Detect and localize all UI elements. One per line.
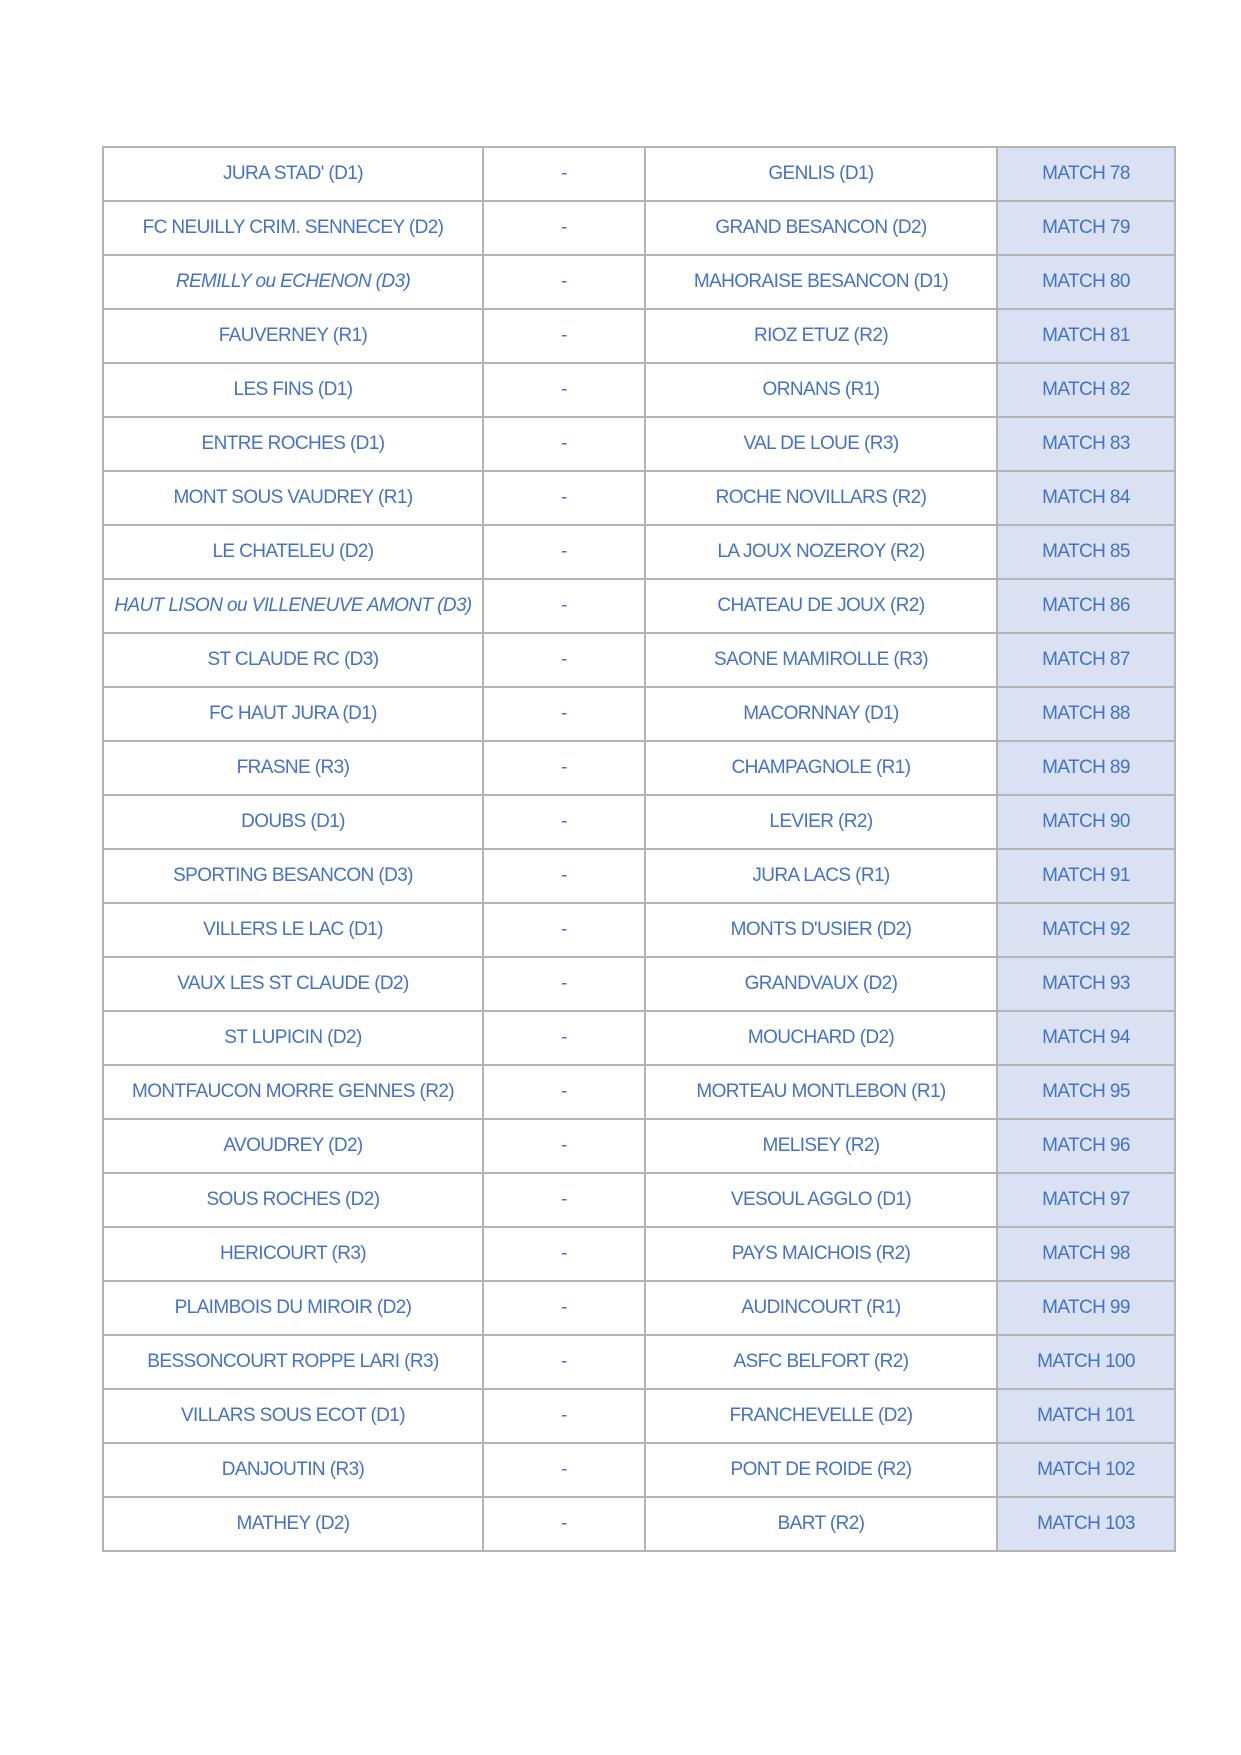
separator-cell: -: [483, 309, 645, 363]
table-row: [103, 417, 1175, 471]
table-row: [103, 1227, 1175, 1281]
table-row: [103, 741, 1175, 795]
away-team-cell: MOUCHARD (D2): [645, 1011, 997, 1065]
separator-cell: -: [483, 1173, 645, 1227]
home-team-cell: FC HAUT JURA (D1): [103, 687, 483, 741]
table-row: [103, 1173, 1175, 1227]
separator-cell: -: [483, 903, 645, 957]
match-number-cell: MATCH 88: [997, 687, 1175, 741]
match-number-cell: MATCH 103: [997, 1497, 1175, 1551]
home-team-cell: VILLARS SOUS ECOT (D1): [103, 1389, 483, 1443]
home-team-cell: FAUVERNEY (R1): [103, 309, 483, 363]
away-team-cell: FRANCHEVELLE (D2): [645, 1389, 997, 1443]
home-team-cell: ENTRE ROCHES (D1): [103, 417, 483, 471]
match-number-cell: MATCH 81: [997, 309, 1175, 363]
home-team-cell: AVOUDREY (D2): [103, 1119, 483, 1173]
match-number-cell: MATCH 85: [997, 525, 1175, 579]
home-team-cell: LES FINS (D1): [103, 363, 483, 417]
separator-cell: -: [483, 795, 645, 849]
home-team-cell: VILLERS LE LAC (D1): [103, 903, 483, 957]
away-team-cell: ROCHE NOVILLARS (R2): [645, 471, 997, 525]
table-row: [103, 579, 1175, 633]
away-team-cell: VAL DE LOUE (R3): [645, 417, 997, 471]
table-row: [103, 849, 1175, 903]
match-number-cell: MATCH 87: [997, 633, 1175, 687]
away-team-cell: PAYS MAICHOIS (R2): [645, 1227, 997, 1281]
away-team-cell: PONT DE ROIDE (R2): [645, 1443, 997, 1497]
match-number-cell: MATCH 94: [997, 1011, 1175, 1065]
separator-cell: -: [483, 1281, 645, 1335]
away-team-cell: JURA LACS (R1): [645, 849, 997, 903]
match-number-cell: MATCH 96: [997, 1119, 1175, 1173]
away-team-cell: GRANDVAUX (D2): [645, 957, 997, 1011]
match-number-cell: MATCH 89: [997, 741, 1175, 795]
home-team-cell: DANJOUTIN (R3): [103, 1443, 483, 1497]
home-team-cell: BESSONCOURT ROPPE LARI (R3): [103, 1335, 483, 1389]
away-team-cell: LA JOUX NOZEROY (R2): [645, 525, 997, 579]
separator-cell: -: [483, 417, 645, 471]
table-row: [103, 633, 1175, 687]
home-team-cell: VAUX LES ST CLAUDE (D2): [103, 957, 483, 1011]
away-team-cell: MAHORAISE BESANCON (D1): [645, 255, 997, 309]
table-row: [103, 1011, 1175, 1065]
home-team-cell: PLAIMBOIS DU MIROIR (D2): [103, 1281, 483, 1335]
away-team-cell: MONTS D'USIER (D2): [645, 903, 997, 957]
away-team-cell: LEVIER (R2): [645, 795, 997, 849]
table-row: [103, 147, 1175, 201]
away-team-cell: SAONE MAMIROLLE (R3): [645, 633, 997, 687]
separator-cell: -: [483, 147, 645, 201]
away-team-cell: GENLIS (D1): [645, 147, 997, 201]
match-number-cell: MATCH 95: [997, 1065, 1175, 1119]
match-number-cell: MATCH 101: [997, 1389, 1175, 1443]
table-row: [103, 687, 1175, 741]
table-row: [103, 1335, 1175, 1389]
home-team-cell: HAUT LISON ou VILLENEUVE AMONT (D3): [103, 579, 483, 633]
table-row: [103, 309, 1175, 363]
table-row: [103, 795, 1175, 849]
separator-cell: -: [483, 201, 645, 255]
table-row: [103, 957, 1175, 1011]
away-team-cell: ASFC BELFORT (R2): [645, 1335, 997, 1389]
table-row: [103, 201, 1175, 255]
away-team-cell: MACORNNAY (D1): [645, 687, 997, 741]
separator-cell: -: [483, 1227, 645, 1281]
table-row: [103, 1065, 1175, 1119]
away-team-cell: BART (R2): [645, 1497, 997, 1551]
table-row: [103, 1389, 1175, 1443]
match-number-cell: MATCH 92: [997, 903, 1175, 957]
match-number-cell: MATCH 83: [997, 417, 1175, 471]
home-team-cell: SPORTING BESANCON (D3): [103, 849, 483, 903]
home-team-cell: SOUS ROCHES (D2): [103, 1173, 483, 1227]
home-team-cell: JURA STAD' (D1): [103, 147, 483, 201]
match-number-cell: MATCH 82: [997, 363, 1175, 417]
separator-cell: -: [483, 471, 645, 525]
match-number-cell: MATCH 102: [997, 1443, 1175, 1497]
away-team-cell: AUDINCOURT (R1): [645, 1281, 997, 1335]
match-number-cell: MATCH 97: [997, 1173, 1175, 1227]
separator-cell: -: [483, 633, 645, 687]
away-team-cell: VESOUL AGGLO (D1): [645, 1173, 997, 1227]
home-team-cell: ST CLAUDE RC (D3): [103, 633, 483, 687]
separator-cell: -: [483, 1119, 645, 1173]
match-number-cell: MATCH 86: [997, 579, 1175, 633]
match-number-cell: MATCH 79: [997, 201, 1175, 255]
fixtures-body: [103, 147, 1175, 1551]
separator-cell: -: [483, 687, 645, 741]
match-number-cell: MATCH 90: [997, 795, 1175, 849]
match-number-cell: MATCH 80: [997, 255, 1175, 309]
away-team-cell: ORNANS (R1): [645, 363, 997, 417]
table-row: [103, 1497, 1175, 1551]
home-team-cell: FC NEUILLY CRIM. SENNECEY (D2): [103, 201, 483, 255]
separator-cell: -: [483, 957, 645, 1011]
home-team-cell: REMILLY ou ECHENON (D3): [103, 255, 483, 309]
away-team-cell: RIOZ ETUZ (R2): [645, 309, 997, 363]
separator-cell: -: [483, 1335, 645, 1389]
table-row: [103, 1119, 1175, 1173]
match-number-cell: MATCH 84: [997, 471, 1175, 525]
match-number-cell: MATCH 98: [997, 1227, 1175, 1281]
table-row: [103, 255, 1175, 309]
separator-cell: -: [483, 1011, 645, 1065]
away-team-cell: GRAND BESANCON (D2): [645, 201, 997, 255]
separator-cell: -: [483, 849, 645, 903]
away-team-cell: CHAMPAGNOLE (R1): [645, 741, 997, 795]
separator-cell: -: [483, 1443, 645, 1497]
separator-cell: -: [483, 363, 645, 417]
home-team-cell: FRASNE (R3): [103, 741, 483, 795]
match-number-cell: MATCH 91: [997, 849, 1175, 903]
separator-cell: -: [483, 1497, 645, 1551]
away-team-cell: MELISEY (R2): [645, 1119, 997, 1173]
away-team-cell: CHATEAU DE JOUX (R2): [645, 579, 997, 633]
table-row: [103, 1281, 1175, 1335]
away-team-cell: MORTEAU MONTLEBON (R1): [645, 1065, 997, 1119]
separator-cell: -: [483, 741, 645, 795]
home-team-cell: HERICOURT (R3): [103, 1227, 483, 1281]
table-row: [103, 903, 1175, 957]
home-team-cell: MONTFAUCON MORRE GENNES (R2): [103, 1065, 483, 1119]
home-team-cell: DOUBS (D1): [103, 795, 483, 849]
match-number-cell: MATCH 78: [997, 147, 1175, 201]
separator-cell: -: [483, 525, 645, 579]
table-row: [103, 363, 1175, 417]
home-team-cell: MATHEY (D2): [103, 1497, 483, 1551]
fixtures-table: [102, 146, 1176, 1552]
match-number-cell: MATCH 100: [997, 1335, 1175, 1389]
table-row: [103, 1443, 1175, 1497]
separator-cell: -: [483, 1389, 645, 1443]
separator-cell: -: [483, 579, 645, 633]
table-row: [103, 525, 1175, 579]
home-team-cell: ST LUPICIN (D2): [103, 1011, 483, 1065]
separator-cell: -: [483, 1065, 645, 1119]
match-number-cell: MATCH 93: [997, 957, 1175, 1011]
table-row: [103, 471, 1175, 525]
match-number-cell: MATCH 99: [997, 1281, 1175, 1335]
home-team-cell: MONT SOUS VAUDREY (R1): [103, 471, 483, 525]
home-team-cell: LE CHATELEU (D2): [103, 525, 483, 579]
separator-cell: -: [483, 255, 645, 309]
